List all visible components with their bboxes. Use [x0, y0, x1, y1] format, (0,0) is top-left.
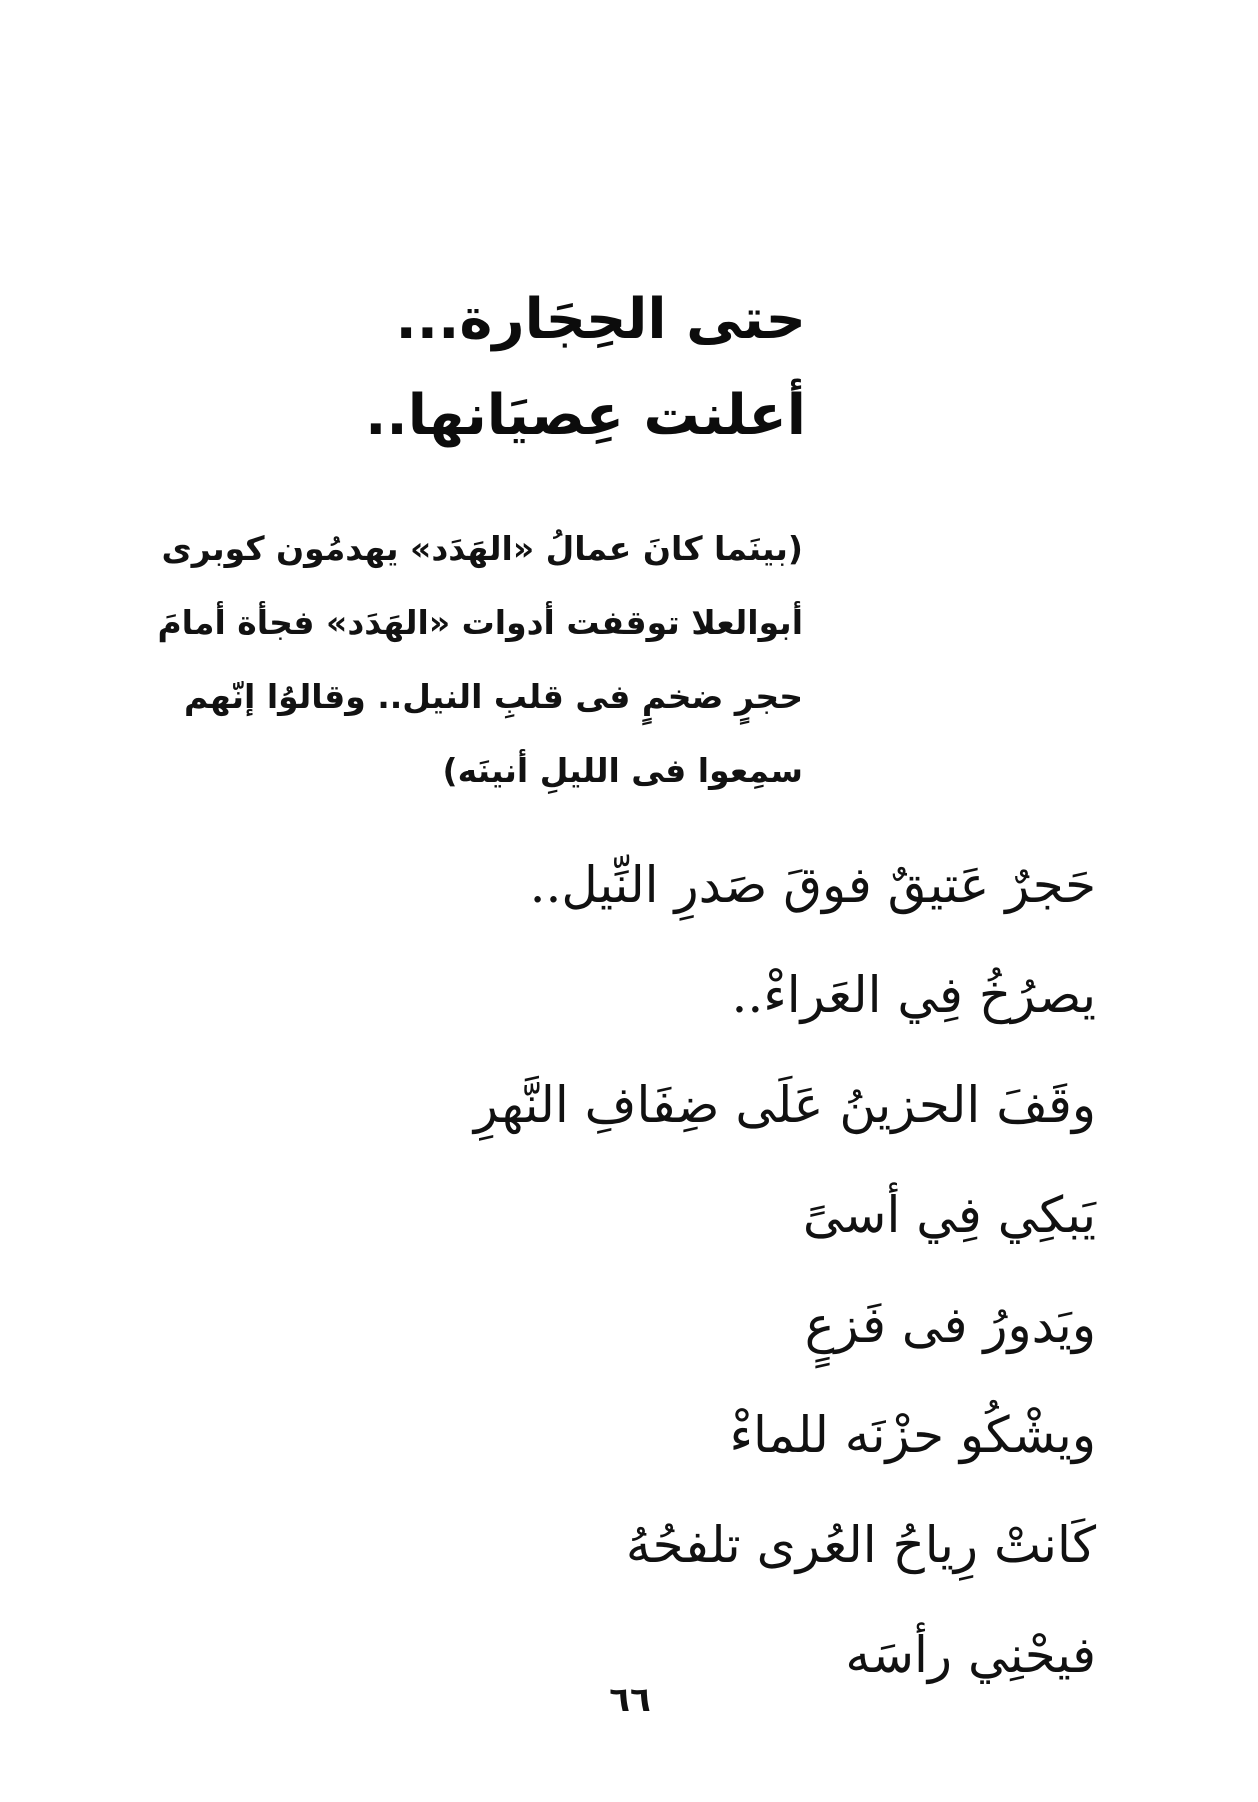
poem-verse: ويَدورُ فى فَزعٍ [804, 1296, 1096, 1354]
poem-verse: حَجرٌ عَتيقٌ فوقَ صَدرِ النِّيل.. [529, 856, 1096, 914]
intro-paragraph [143, 512, 803, 808]
poem-verse: يَبكِي فِي أسىً [802, 1186, 1096, 1244]
poem-title-line-1: حتى الحِجَارة... [395, 287, 806, 352]
poem-verse: فيحْنِي رأسَه [845, 1626, 1096, 1684]
intro-line: سمِعوا فى الليلِ أنينَه) [442, 751, 803, 790]
poem-verse: يصرُخُ فِي العَراءْ.. [731, 966, 1096, 1024]
poem-verse: ويشْكُو حزْنَه للماءْ [729, 1406, 1096, 1464]
intro-line: أبوالعلا توقفت أدوات «الهَدَد» فجأة أمامَ [157, 603, 803, 642]
intro-line: حجرٍ ضخمٍ فى قلبِ النيل.. وقالوُا إنّهم [183, 677, 803, 716]
poem-verse: كَانتْ رِياحُ العُرى تلفحُهُ [625, 1516, 1096, 1574]
poem-verse: وقَفَ الحزينُ عَلَى ضِفَافِ النَّهرِ [473, 1076, 1096, 1134]
intro-line: (بينَما كانَ عمالُ «الهَدَد» يهدمُون كوبرى [161, 529, 803, 568]
poem-title-line-2: أعلنت عِصيَانها.. [365, 383, 806, 448]
poem-body [396, 830, 1096, 1710]
page-number: ٦٦ [609, 1680, 651, 1720]
